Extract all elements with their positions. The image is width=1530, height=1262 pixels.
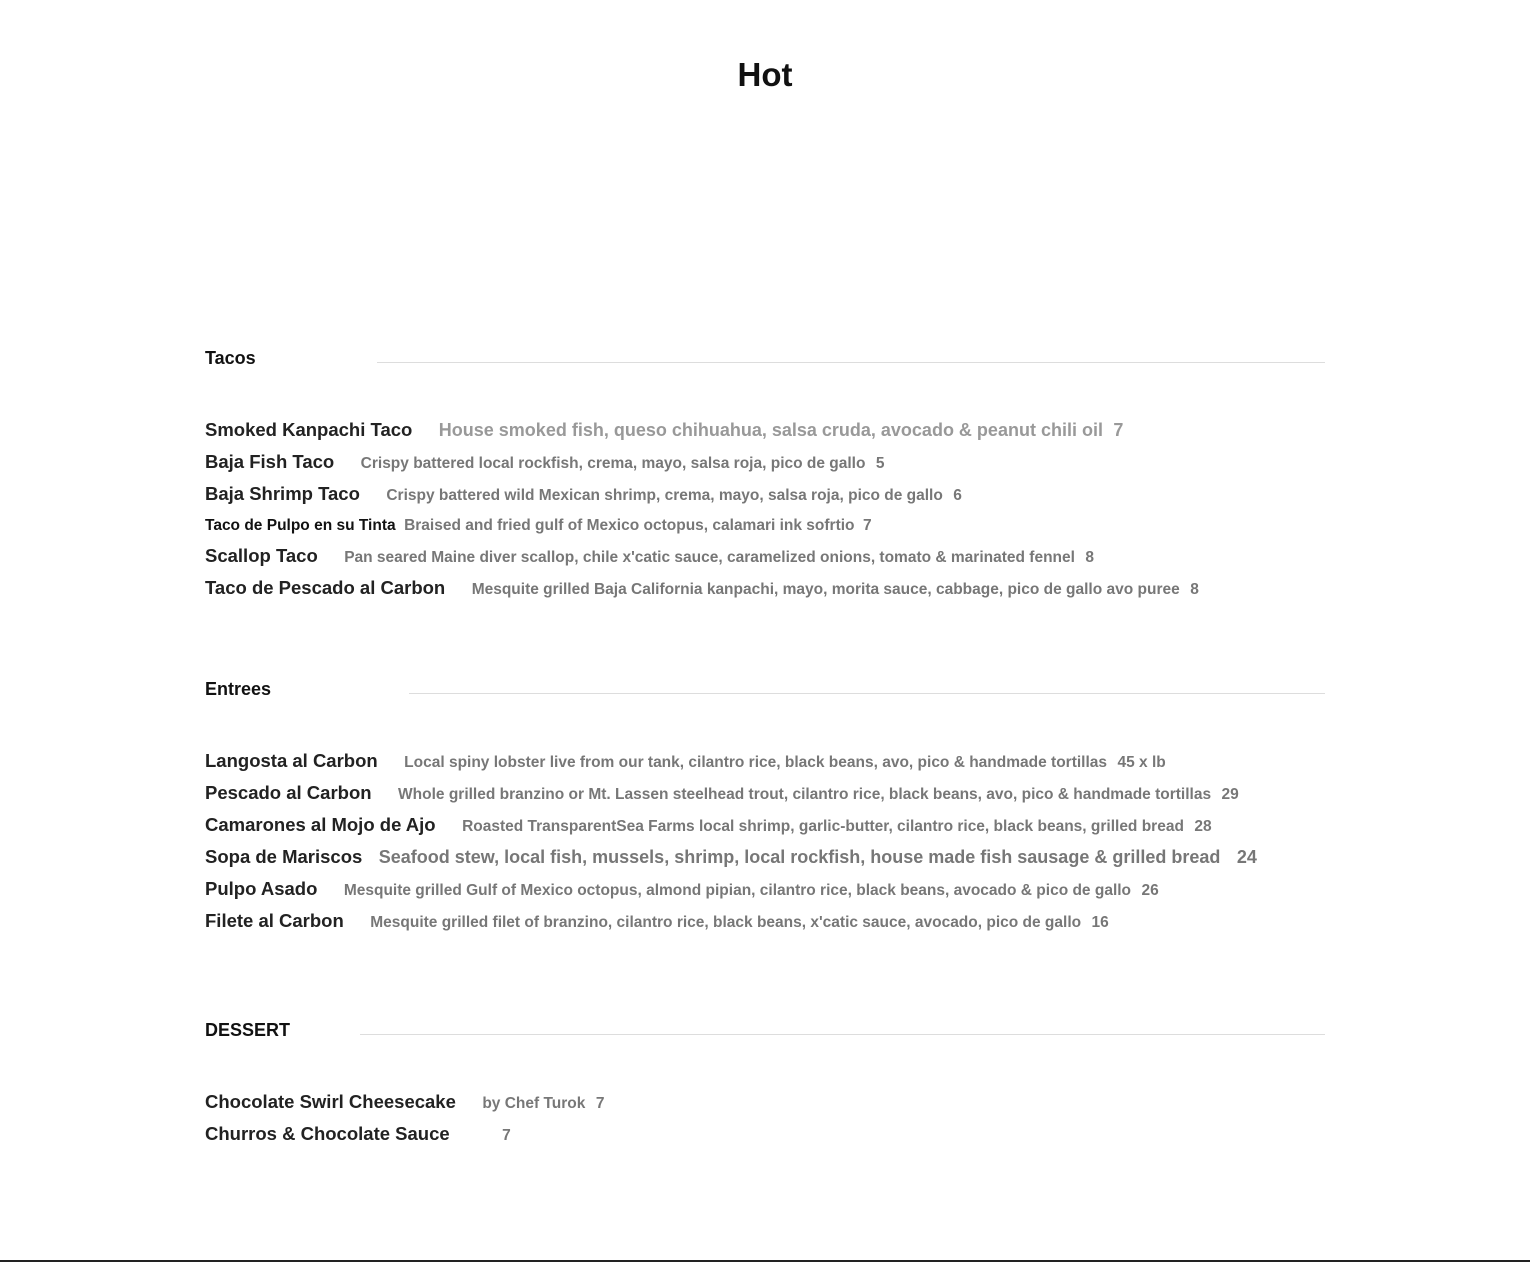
menu-item <box>205 415 1325 447</box>
menu-item-name: Taco de Pescado al Carbon <box>205 577 446 598</box>
section-header <box>205 344 1325 372</box>
section-divider <box>409 693 1325 694</box>
menu-item <box>205 573 1325 605</box>
menu-item-name: Camarones al Mojo de Ajo <box>205 814 436 835</box>
menu-item-name: Sopa de Mariscos <box>205 846 363 867</box>
menu-item <box>205 746 1325 778</box>
menu-item-name: Smoked Kanpachi Taco <box>205 419 413 440</box>
menu-item-price: 28 <box>1194 818 1212 835</box>
menu-item-name: Baja Fish Taco <box>205 451 335 472</box>
menu-section-dessert <box>205 1016 1325 1151</box>
menu-item <box>205 447 1325 479</box>
menu-item-price: 6 <box>953 487 962 504</box>
menu-item-name: Pescado al Carbon <box>205 782 372 803</box>
menu-item-name: Baja Shrimp Taco <box>205 483 360 504</box>
menu-item-description: Local spiny lobster live from our tank, cilantro rice, black beans, avo, pico & handmade tortillas <box>404 754 1108 771</box>
menu-item <box>205 479 1325 511</box>
menu-item-description: Whole grilled branzino or Mt. Lassen steelhead trout, cilantro rice, black beans, avo, pico & handmade tortillas <box>398 786 1212 803</box>
menu-item-price: 8 <box>1085 549 1095 566</box>
menu-item-list <box>205 746 1325 938</box>
menu-item-list <box>205 1087 1325 1151</box>
menu-item-list <box>205 415 1325 605</box>
menu-item-price: 29 <box>1221 786 1239 803</box>
menu-item-name: Filete al Carbon <box>205 910 344 931</box>
section-header <box>205 1016 1325 1044</box>
menu-item-description: Seafood stew, local fish, mussels, shrimp, local rockfish, house made fish sausage & grilled bread <box>378 847 1221 867</box>
menu-item <box>205 810 1325 842</box>
menu-item-name: Churros & Chocolate Sauce <box>205 1123 450 1144</box>
menu-item <box>205 906 1325 938</box>
section-divider <box>377 362 1325 363</box>
section-divider <box>360 1034 1325 1035</box>
menu-section-entrees <box>205 675 1325 938</box>
menu-item-name: Scallop Taco <box>205 545 318 566</box>
menu-item <box>205 541 1325 573</box>
menu-item-price: 26 <box>1141 882 1159 899</box>
section-title: Entrees <box>205 679 272 699</box>
menu-section-tacos <box>205 344 1325 605</box>
section-title: Tacos <box>205 348 256 368</box>
menu-item-description: Crispy battered wild Mexican shrimp, crema, mayo, salsa roja, pico de gallo <box>386 487 943 504</box>
menu-item <box>205 511 1325 541</box>
menu-item <box>205 874 1325 906</box>
menu-item-description: House smoked fish, queso chihuahua, salsa cruda, avocado & peanut chili oil <box>438 420 1103 440</box>
menu-item-description: Braised and fried gulf of Mexico octopus, calamari ink sofrtio <box>404 517 855 534</box>
menu-item-description: by Chef Turok <box>482 1095 586 1112</box>
page-title: Hot <box>737 56 793 93</box>
menu-item-price: 7 <box>595 1095 605 1112</box>
menu-item-price: 24 <box>1236 847 1257 867</box>
section-header <box>205 675 1325 703</box>
menu-item-price: 45 x lb <box>1117 754 1166 771</box>
menu-item <box>205 842 1325 874</box>
menu-item-name: Pulpo Asado <box>205 878 318 899</box>
menu-item-description: Mesquite grilled filet of branzino, cilantro rice, black beans, x'catic sauce, avocado, pico de gallo <box>370 914 1082 931</box>
menu-item-description: Mesquite grilled Gulf of Mexico octopus, almond pipian, cilantro rice, black beans, avocado & pico de gallo <box>343 882 1132 899</box>
menu-item-description: Crispy battered local rockfish, crema, mayo, salsa roja, pico de gallo <box>360 455 866 472</box>
menu-item-price: 16 <box>1091 914 1109 931</box>
menu-item-description: Mesquite grilled Baja California kanpachi, mayo, morita sauce, cabbage, pico de gallo avo puree <box>471 581 1180 598</box>
section-title: DESSERT <box>205 1020 291 1040</box>
menu-item-name: Chocolate Swirl Cheesecake <box>205 1091 456 1112</box>
menu-item-description: Roasted TransparentSea Farms local shrimp, garlic-butter, cilantro rice, black beans, grilled bread <box>462 818 1184 835</box>
menu-item-price: 5 <box>875 455 885 472</box>
menu-item-price: 7 <box>502 1127 511 1144</box>
menu-item-price: 8 <box>1190 581 1199 598</box>
menu-item-name: Taco de Pulpo en su Tinta <box>205 517 396 534</box>
menu-item-name: Langosta al Carbon <box>205 750 378 771</box>
menu-item <box>205 1087 1325 1119</box>
menu-item-price: 7 <box>862 517 872 534</box>
menu-item <box>205 778 1325 810</box>
menu-item-description: Pan seared Maine diver scallop, chile x'catic sauce, caramelized onions, tomato & marinated fennel <box>344 549 1075 566</box>
menu-item <box>205 1119 1325 1151</box>
menu-item-price: 7 <box>1113 420 1124 440</box>
